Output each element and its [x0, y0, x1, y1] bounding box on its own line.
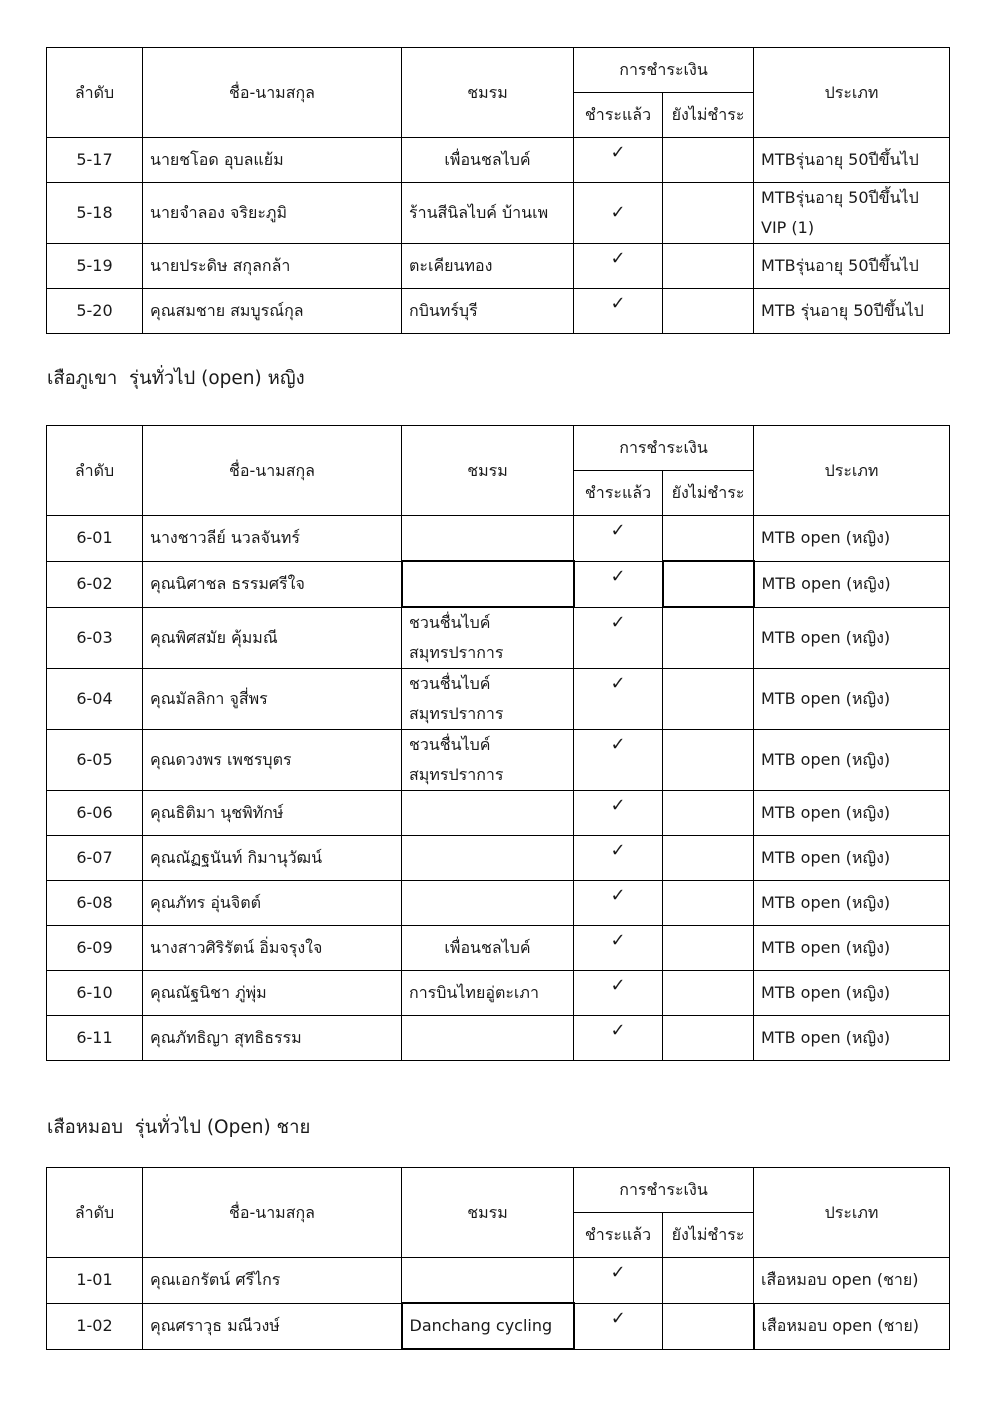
table-row: [47, 1016, 950, 1061]
header-no: ลำดับ: [47, 48, 143, 138]
header-payment: การชำระเงิน: [574, 48, 754, 93]
check-icon: ✓: [610, 885, 626, 906]
row-name: นางชาวลีย์ นวลจันทร์: [143, 516, 402, 562]
row-name: นายประดิษ สกุลกล้า: [143, 244, 402, 289]
registration-table-mtb-open-women: [46, 425, 950, 1061]
row-club: [402, 1258, 574, 1304]
row-club: เพื่อนชลไบค์: [402, 926, 574, 971]
check-icon: ✓: [610, 1307, 626, 1329]
row-paid: [574, 669, 663, 730]
row-no: 1-01: [47, 1258, 143, 1304]
header-payment: การชำระเงิน: [574, 426, 754, 471]
row-no: 6-03: [47, 607, 143, 669]
header-payment: การชำระเงิน: [574, 1168, 754, 1213]
row-category: เสือหมอบ open (ชาย): [754, 1303, 950, 1349]
header-unpaid: ยังไม่ชำระ: [663, 471, 754, 516]
row-club: Danchang cycling: [402, 1303, 574, 1349]
row-paid: [574, 836, 663, 881]
row-name: คุณณัฏฐนันท์ กิมานุวัฒน์: [143, 836, 402, 881]
row-name: คุณนิศาชล ธรรมศรีใจ: [143, 561, 402, 607]
check-icon: ✓: [610, 248, 626, 269]
table-row: [47, 971, 950, 1016]
row-unpaid: [663, 244, 754, 289]
row-name: คุณภัทธิญา สุทธิธรรม: [143, 1016, 402, 1061]
row-no: 6-11: [47, 1016, 143, 1061]
row-category: MTB open (หญิง): [754, 971, 950, 1016]
row-paid: [574, 244, 663, 289]
table-row: [47, 607, 950, 669]
check-icon: ✓: [610, 734, 626, 755]
row-name: คุณธิติมา นุชพิทักษ์: [143, 791, 402, 836]
row-name: คุณภัทร อุ่นจิตต์: [143, 881, 402, 926]
row-club: การบินไทยอู่ตะเภา: [402, 971, 574, 1016]
row-paid: [574, 289, 663, 334]
row-name: นายจำลอง จริยะภูมิ: [143, 183, 402, 244]
row-paid: [574, 1016, 663, 1061]
registration-table-mtb-50plus: [46, 47, 950, 334]
row-no: 6-02: [47, 561, 143, 607]
row-category: MTB open (หญิง): [754, 607, 950, 669]
row-category: MTB open (หญิง): [754, 669, 950, 730]
check-icon: ✓: [610, 840, 626, 861]
row-unpaid: [663, 516, 754, 562]
row-club: [402, 791, 574, 836]
row-category: MTBรุ่นอายุ 50ปีขึ้นไป: [754, 138, 950, 183]
row-unpaid: [663, 1258, 754, 1304]
table-row: [47, 791, 950, 836]
header-name: ชื่อ-นามสกุล: [143, 426, 402, 516]
table-row: [47, 138, 950, 183]
row-no: 1-02: [47, 1303, 143, 1349]
check-icon: ✓: [610, 520, 626, 541]
row-category: MTB open (หญิง): [754, 926, 950, 971]
header-paid: ชำระแล้ว: [574, 1213, 663, 1258]
header-unpaid: ยังไม่ชำระ: [663, 93, 754, 138]
header-name: ชื่อ-นามสกุล: [143, 1168, 402, 1258]
row-club: ร้านสีนิลไบค์ บ้านเพ: [402, 183, 574, 244]
row-no: 6-08: [47, 881, 143, 926]
row-category: MTBรุ่นอายุ 50ปีขึ้นไป: [754, 244, 950, 289]
table-row: [47, 561, 950, 607]
row-no: 6-05: [47, 730, 143, 791]
row-club: [402, 561, 574, 607]
table-row: [47, 730, 950, 791]
row-unpaid: [663, 1303, 754, 1349]
header-no: ลำดับ: [47, 1168, 143, 1258]
header-paid: ชำระแล้ว: [574, 93, 663, 138]
row-paid: [574, 561, 663, 607]
row-name: นางสาวศิริรัตน์ อิ่มจรุงใจ: [143, 926, 402, 971]
registration-table-road-open-men: [46, 1167, 950, 1350]
row-unpaid: [663, 926, 754, 971]
check-icon: ✓: [610, 975, 626, 996]
table-row: [47, 289, 950, 334]
header-unpaid: ยังไม่ชำระ: [663, 1213, 754, 1258]
check-icon: ✓: [610, 202, 626, 223]
header-category: ประเภท: [754, 426, 950, 516]
row-no: 6-01: [47, 516, 143, 562]
row-name: คุณพิศสมัย คุ้มมณี: [143, 607, 402, 669]
check-icon: ✓: [610, 142, 626, 163]
row-no: 5-20: [47, 289, 143, 334]
row-name: คุณศราวุธ มณีวงษ์: [143, 1303, 402, 1349]
row-paid: [574, 730, 663, 791]
table-row: [47, 244, 950, 289]
row-unpaid: [663, 289, 754, 334]
header-name: ชื่อ-นามสกุล: [143, 48, 402, 138]
row-unpaid: [663, 730, 754, 791]
check-icon: ✓: [610, 1020, 626, 1041]
row-unpaid: [663, 881, 754, 926]
row-no: 5-19: [47, 244, 143, 289]
row-name: นายชโอด อุบลแย้ม: [143, 138, 402, 183]
row-paid: [574, 516, 663, 562]
row-no: 6-10: [47, 971, 143, 1016]
check-icon: ✓: [610, 611, 626, 633]
row-no: 5-18: [47, 183, 143, 244]
row-paid: [574, 971, 663, 1016]
row-category: MTB open (หญิง): [754, 516, 950, 562]
header-club: ชมรม: [402, 426, 574, 516]
row-no: 6-04: [47, 669, 143, 730]
row-paid: [574, 607, 663, 669]
check-icon: ✓: [610, 673, 626, 694]
row-unpaid: [663, 183, 754, 244]
row-unpaid: [663, 561, 754, 607]
header-category: ประเภท: [754, 1168, 950, 1258]
row-name: คุณดวงพร เพชรบุตร: [143, 730, 402, 791]
row-paid: [574, 1303, 663, 1349]
table-row: [47, 516, 950, 562]
row-club: [402, 516, 574, 562]
row-club: [402, 1016, 574, 1061]
check-icon: ✓: [610, 795, 626, 816]
section-title-road-open-men: เสือหมอบ รุ่นทั่วไป (Open) ชาย: [47, 1117, 311, 1138]
row-paid: [574, 791, 663, 836]
row-paid: [574, 926, 663, 971]
row-club: ชวนชื่นไบค์ สมุทรปราการ: [402, 669, 574, 730]
row-club: เพื่อนชลไบค์: [402, 138, 574, 183]
row-unpaid: [663, 791, 754, 836]
row-category: MTB open (หญิง): [754, 730, 950, 791]
row-category: เสือหมอบ open (ชาย): [754, 1258, 950, 1304]
table-row: [47, 926, 950, 971]
row-name: คุณณัฐนิชา ภู่พุ่ม: [143, 971, 402, 1016]
header-club: ชมรม: [402, 1168, 574, 1258]
row-club: ชวนชื่นไบค์ สมุทรปราการ: [402, 607, 574, 669]
row-unpaid: [663, 971, 754, 1016]
row-unpaid: [663, 1016, 754, 1061]
check-icon: ✓: [610, 1262, 626, 1283]
row-club: [402, 881, 574, 926]
row-unpaid: [663, 138, 754, 183]
row-paid: [574, 1258, 663, 1304]
row-club: ตะเคียนทอง: [402, 244, 574, 289]
row-paid: [574, 183, 663, 244]
row-paid: [574, 881, 663, 926]
check-icon: ✓: [610, 293, 626, 314]
row-category: MTB open (หญิง): [754, 836, 950, 881]
row-name: คุณมัลลิกา จูสี่พร: [143, 669, 402, 730]
check-icon: ✓: [610, 565, 626, 587]
check-icon: ✓: [610, 930, 626, 951]
header-no: ลำดับ: [47, 426, 143, 516]
table-row: [47, 183, 950, 244]
section-title-mtb-open-women: เสือภูเขา รุ่นทั่วไป (open) หญิง: [47, 368, 305, 389]
table-row: [47, 669, 950, 730]
row-unpaid: [663, 669, 754, 730]
table-row: [47, 836, 950, 881]
header-club: ชมรม: [402, 48, 574, 138]
row-club: กบินทร์บุรี: [402, 289, 574, 334]
row-unpaid: [663, 836, 754, 881]
row-no: 6-06: [47, 791, 143, 836]
row-no: 5-17: [47, 138, 143, 183]
row-unpaid: [663, 607, 754, 669]
header-paid: ชำระแล้ว: [574, 471, 663, 516]
row-category: MTB รุ่นอายุ 50ปีขึ้นไป: [754, 289, 950, 334]
row-category: MTB open (หญิง): [754, 1016, 950, 1061]
table-row: [47, 1258, 950, 1304]
row-no: 6-07: [47, 836, 143, 881]
row-name: คุณเอกรัตน์ ศรีไกร: [143, 1258, 402, 1304]
row-category: MTBรุ่นอายุ 50ปีขึ้นไป VIP (1): [754, 183, 950, 244]
row-category: MTB open (หญิง): [754, 561, 950, 607]
row-category: MTB open (หญิง): [754, 791, 950, 836]
table-row: [47, 881, 950, 926]
row-name: คุณสมชาย สมบูรณ์กุล: [143, 289, 402, 334]
table-row: [47, 1303, 950, 1349]
row-category: MTB open (หญิง): [754, 881, 950, 926]
row-club: [402, 836, 574, 881]
row-paid: [574, 138, 663, 183]
row-no: 6-09: [47, 926, 143, 971]
row-club: ชวนชื่นไบค์ สมุทรปราการ: [402, 730, 574, 791]
header-category: ประเภท: [754, 48, 950, 138]
